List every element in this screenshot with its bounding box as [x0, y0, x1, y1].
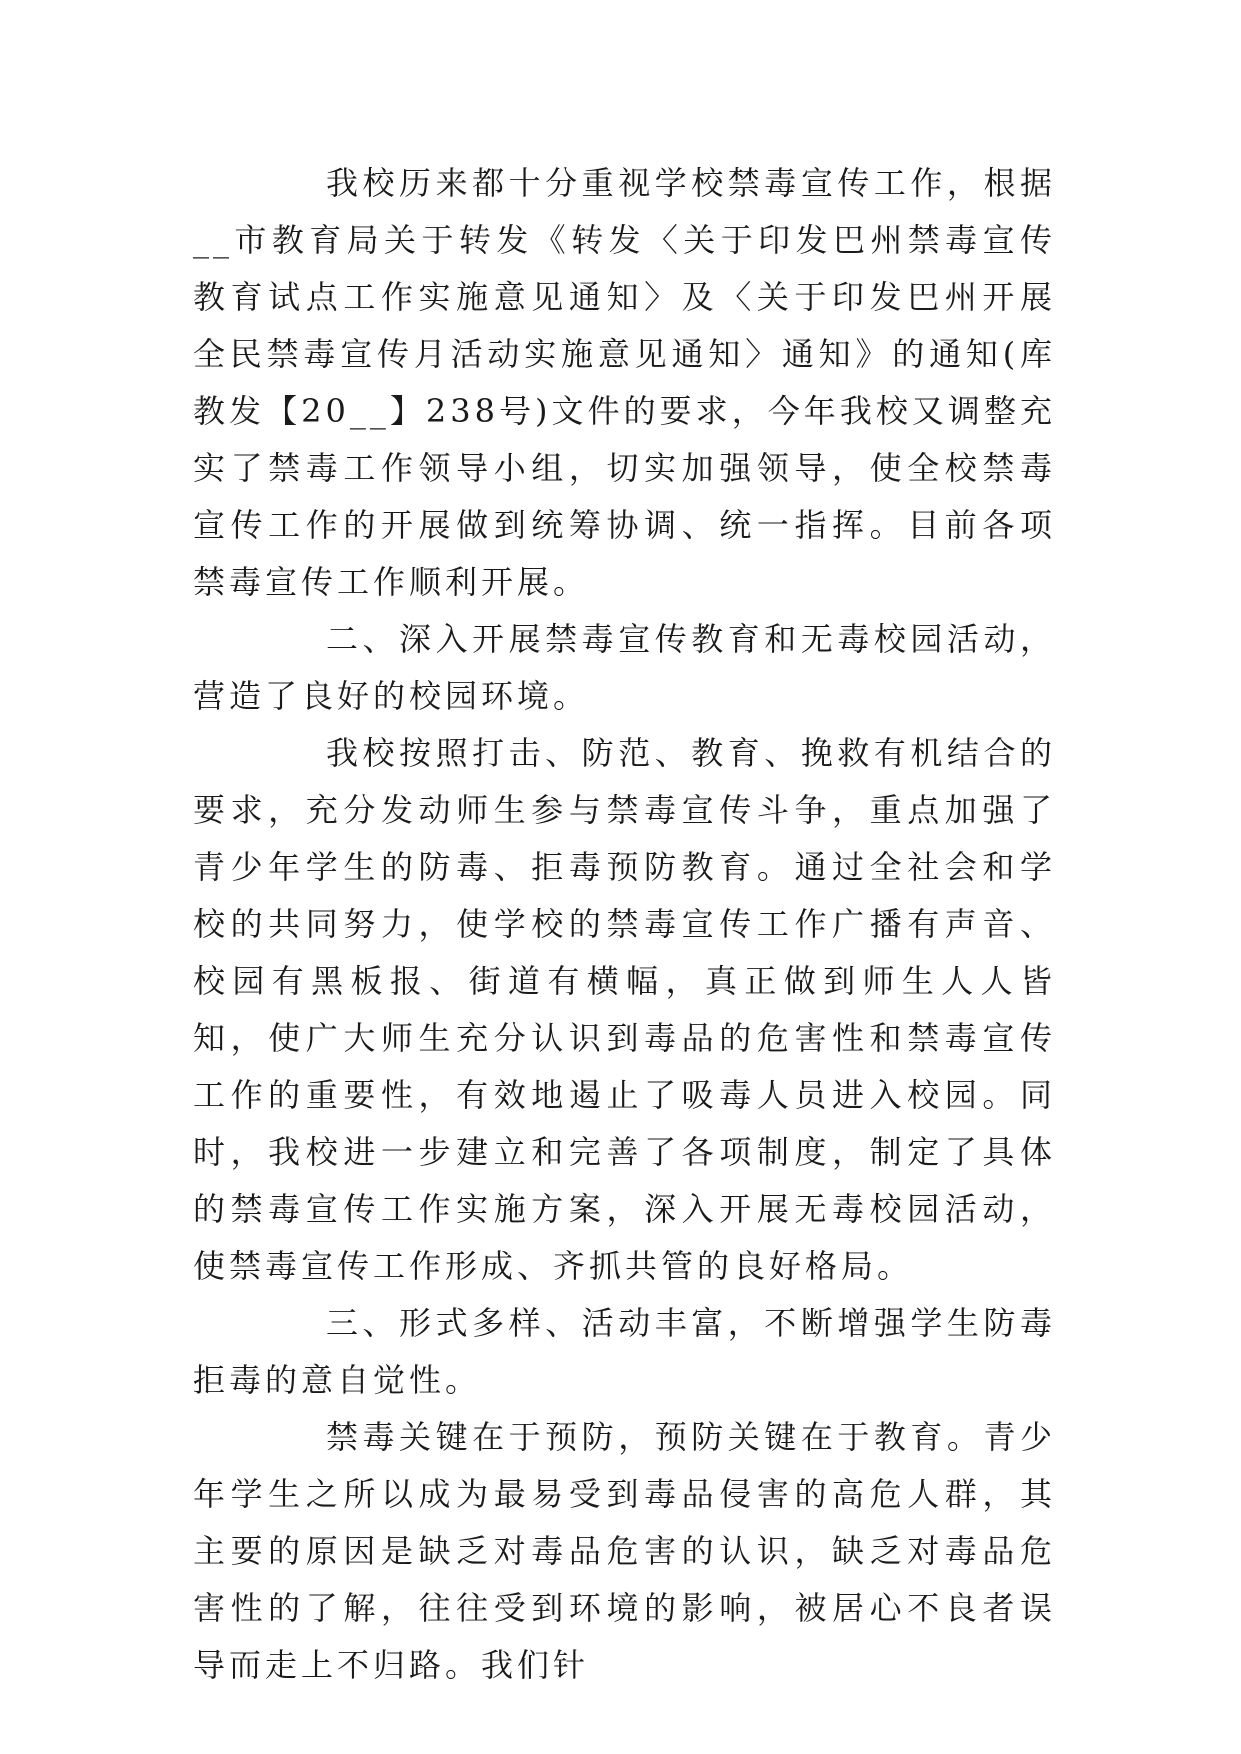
document-body — [193, 155, 1056, 1694]
paragraph-prevention-education: 禁毒关键在于预防，预防关键在于教育。青少年学生之所以成为最易受到毒品侵害的高危人群，其主要的原因是缺乏对毒品危害的认识，缺乏对毒品危害性的了解，往往受到环境的影响，被居心不良者误导而走上不归路。我们针 — [193, 1418, 1056, 1684]
paragraph-leadership: 我校历来都十分重视学校禁毒宣传工作，根据__市教育局关于转发《转发〈关于印发巴州禁毒宣传教育试点工作实施意见通知〉及〈关于印发巴州开展全民禁毒宣传月活动实施意见通知〉通知》的通知(库教发【20__】238号)文件的要求，今年我校又调整充实了禁毒工作领导小组，切实加强领导，使全校禁毒宣传工作的开展做到统筹协调、统一指挥。目前各项禁毒宣传工作顺利开展。 — [193, 164, 1056, 601]
section-heading-2: 二、深入开展禁毒宣传教育和无毒校园活动，营造了良好的校园环境。 — [193, 620, 1056, 715]
paragraph-campus-environment: 我校按照打击、防范、教育、挽救有机结合的要求，充分发动师生参与禁毒宣传斗争，重点加强了青少年学生的防毒、拒毒预防教育。通过全社会和学校的共同努力，使学校的禁毒宣传工作广播有声音、校园有黑板报、街道有横幅，真正做到师生人人皆知，使广大师生充分认识到毒品的危害性和禁毒宣传工作的重要性，有效地遏止了吸毒人员进入校园。同时，我校进一步建立和完善了各项制度，制定了具体的禁毒宣传工作实施方案，深入开展无毒校园活动，使禁毒宣传工作形成、齐抓共管的良好格局。 — [193, 734, 1056, 1285]
section-heading-3: 三、形式多样、活动丰富，不断增强学生防毒拒毒的意自觉性。 — [193, 1304, 1056, 1399]
